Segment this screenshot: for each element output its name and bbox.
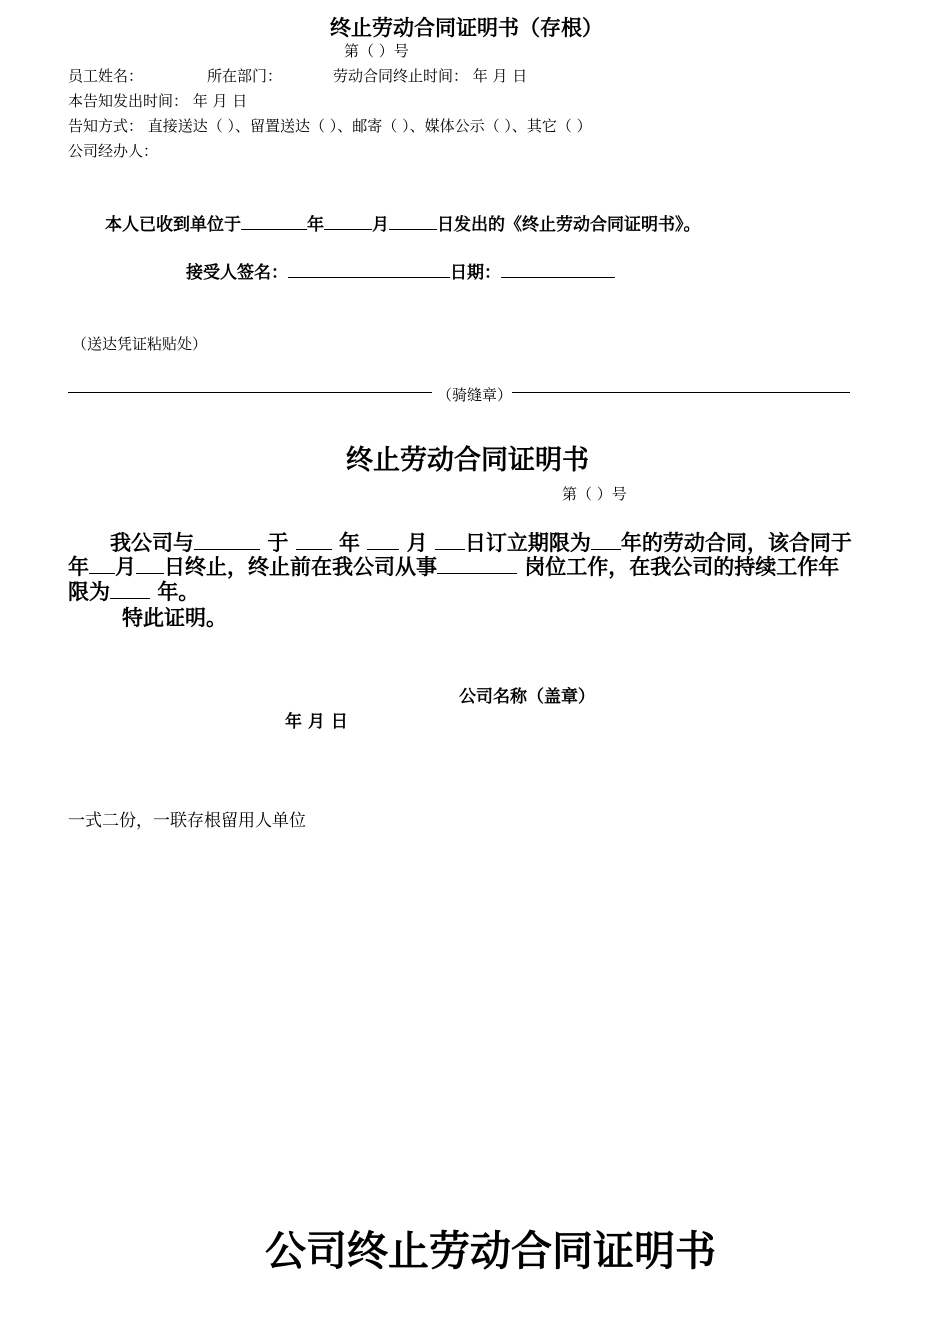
p3-a: 限为 bbox=[68, 579, 110, 604]
paragraph-line-1 bbox=[110, 531, 852, 555]
certificate-number: 第（ ）号 bbox=[562, 485, 627, 503]
big-title: 公司终止劳动合同证明书 bbox=[265, 1227, 716, 1275]
termination-time: 劳动合同终止时间： 年 月 日 bbox=[333, 67, 528, 85]
notice-date: 本告知发出时间： 年 月 日 bbox=[68, 92, 248, 110]
p2-b: 月 bbox=[115, 554, 136, 579]
stub-title: 终止劳动合同证明书（存根） bbox=[330, 15, 603, 40]
p1-f: 年的劳动合同，该合同于 bbox=[620, 530, 852, 555]
signature-blank bbox=[288, 259, 450, 278]
paragraph-line-3 bbox=[68, 580, 199, 604]
employee-name-label: 员工姓名： bbox=[68, 67, 144, 85]
handler-label: 公司经办人： bbox=[68, 142, 159, 160]
blank-end-month bbox=[136, 555, 164, 574]
date-label: 日期： bbox=[450, 263, 501, 283]
receipt-month-label: 月 bbox=[372, 215, 389, 235]
p1-c: 年 bbox=[338, 530, 360, 555]
blank-sign-year bbox=[296, 531, 332, 550]
receipt-month-blank bbox=[324, 211, 372, 230]
receipt-prefix: 本人已收到单位于 bbox=[105, 215, 241, 235]
blank-company-with bbox=[194, 531, 260, 550]
p2-c: 日终止，终止前在我公司从事 bbox=[164, 554, 437, 579]
signature-line bbox=[186, 258, 615, 283]
blank-sign-month bbox=[367, 531, 399, 550]
blank-term-years bbox=[591, 531, 621, 550]
receipt-day-blank bbox=[389, 211, 437, 230]
seam-divider-right bbox=[512, 392, 850, 393]
receipt-year-blank bbox=[241, 211, 307, 230]
company-seal-label: 公司名称（盖章） bbox=[459, 687, 595, 707]
blank-position bbox=[437, 555, 517, 574]
seam-divider-left bbox=[68, 392, 432, 393]
date-blank bbox=[501, 259, 615, 278]
blank-sign-day bbox=[435, 531, 465, 550]
special-note: 特此证明。 bbox=[122, 605, 227, 630]
blank-continuous-years bbox=[110, 580, 150, 599]
seam-seal-label: （骑缝章） bbox=[437, 386, 513, 404]
footer-note: 一式二份，一联存根留用人单位 bbox=[68, 811, 306, 831]
p2-d: 岗位工作，在我公司的持续工作年 bbox=[524, 554, 840, 579]
p1-d: 月 bbox=[406, 530, 428, 555]
receipt-suffix: 日发出的《终止劳动合同证明书》。 bbox=[437, 215, 701, 235]
p1-a: 我公司与 bbox=[110, 530, 194, 555]
p1-b: 于 bbox=[267, 530, 289, 555]
receipt-line bbox=[105, 210, 701, 235]
p1-e: 日订立期限为 bbox=[464, 530, 591, 555]
paste-note: （送达凭证粘贴处） bbox=[72, 335, 208, 353]
signature-label: 接受人签名： bbox=[186, 263, 288, 283]
department-label: 所在部门： bbox=[207, 67, 283, 85]
p3-b: 年。 bbox=[157, 579, 200, 604]
p2-a: 年 bbox=[68, 554, 89, 579]
stub-number: 第（ ）号 bbox=[344, 42, 409, 60]
certificate-date: 年 月 日 bbox=[285, 712, 348, 732]
notice-method: 告知方式： 直接送达（ ）、留置送达（ ）、邮寄（ ）、媒体公示（ ）、其它（ ） bbox=[68, 117, 592, 135]
blank-end-year bbox=[89, 555, 115, 574]
receipt-year-label: 年 bbox=[307, 215, 324, 235]
paragraph-line-2 bbox=[68, 555, 839, 579]
certificate-title: 终止劳动合同证明书 bbox=[346, 445, 589, 476]
